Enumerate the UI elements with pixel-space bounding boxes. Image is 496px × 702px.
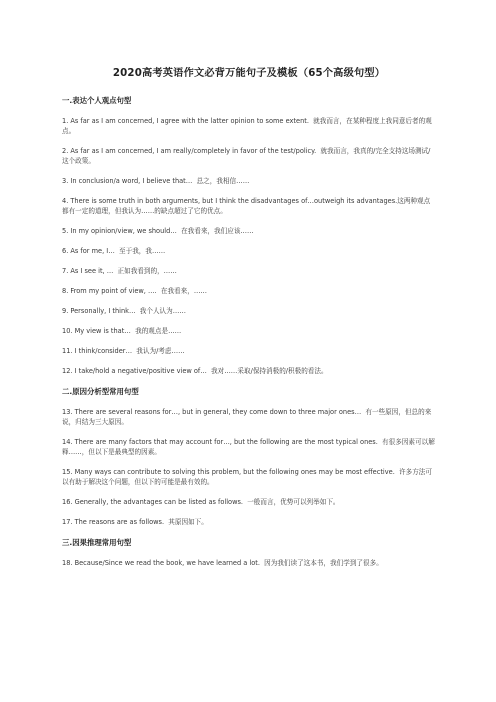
sentence-chinese: 就我而言，我真的/完全支持这场测试/这个政策。 <box>62 147 431 165</box>
sentence-english: 13. There are several reasons for…, but in general, they come down to three major ones… <box>62 408 362 416</box>
sentence-item <box>62 246 436 256</box>
sentence-chinese: 许多方法可以有助于解决这个问题，但以下的可能是最有效的。 <box>62 468 432 486</box>
sentence-item <box>62 497 436 507</box>
sentence-chinese: 有一些原因，但总的来说，归结为三大原因。 <box>62 408 432 426</box>
sentence-chinese: 我认为/考虑…… <box>136 347 185 355</box>
document-title: 2020高考英语作文必背万能句子及模板（65个高级句型） <box>112 68 386 79</box>
sentence-english: 14. There are many factors that may account for…, but the following are the most typical ones. <box>62 438 378 446</box>
sentence-english: 6. As for me, I… <box>62 247 115 255</box>
sentence-chinese: 我对……采取/保持消极的/积极的看法。 <box>211 367 328 375</box>
sentence-english: 4. There is some truth in both arguments, but I think the disadvantages of…outweigh its advantages. <box>62 197 398 205</box>
sentence-item <box>62 176 436 186</box>
sentence-chinese: 这两种观点都有一定的道理，但我认为……的缺点超过了它的优点。 <box>62 197 431 215</box>
sentence-item <box>62 196 436 216</box>
sentence-english: 11. I think/consider… <box>62 347 133 355</box>
sentence-item <box>62 306 436 316</box>
sentence-item <box>62 558 436 568</box>
sentence-english: 9. Personally, I think… <box>62 307 136 315</box>
sentence-chinese: 正如我看到的，…… <box>117 267 177 275</box>
sentence-english: 2. As far as I am concerned, I am really/completely in favor of the test/policy. <box>62 147 317 155</box>
sentence-english: 15. Many ways can contribute to solving this problem, but the following ones may be most effective. <box>62 468 395 476</box>
sentence-item <box>62 286 436 296</box>
sentence-chinese: 在我看来，…… <box>160 287 208 295</box>
sentence-english: 8. From my point of view, …. <box>62 287 157 295</box>
sentence-english: 17. The reasons are as follows. <box>62 518 165 526</box>
sentence-english: 12. I take/hold a negative/positive view of… <box>62 367 207 375</box>
section-heading: 三.因果推理常用句型 <box>62 538 132 547</box>
sentence-item <box>62 517 436 527</box>
sentence-chinese: 因为我们读了这本书，我们学到了很多。 <box>264 559 383 567</box>
sentence-english: 7. As I see it, … <box>62 267 114 275</box>
sentence-item <box>62 146 436 166</box>
section-heading: 二.原因分析型常用句型 <box>62 387 139 396</box>
sentence-item <box>62 266 436 276</box>
sentence-chinese: 总之，我相信…… <box>196 177 250 185</box>
section-heading: 一.表达个人观点句型 <box>62 96 132 105</box>
sentence-item <box>62 226 436 236</box>
sentence-english: 5. In my opinion/view, we should… <box>62 227 177 235</box>
sentence-english: 3. In conclusion/a word, I believe that… <box>62 177 193 185</box>
sentence-english: 10. My view is that… <box>62 327 131 335</box>
sentence-item <box>62 366 436 376</box>
sentence-chinese: 我的观点是…… <box>135 327 182 335</box>
sentence-item <box>62 467 436 487</box>
sentence-item <box>62 346 436 356</box>
sentence-item <box>62 116 436 136</box>
sentence-english: 1. As far as I am concerned, I agree with the latter opinion to some extent. <box>62 117 309 125</box>
sentence-chinese: 至于我，我…… <box>119 247 166 255</box>
sentence-chinese: 其原因如下。 <box>168 518 208 526</box>
sentence-english: 16. Generally, the advantages can be listed as follows. <box>62 498 244 506</box>
section-personal-opinion <box>62 95 436 376</box>
sentence-chinese: 在我看来，我们应该…… <box>181 227 254 235</box>
sentence-chinese: 就我而言，在某种程度上我同意后者的观点。 <box>62 117 432 135</box>
sentence-item <box>62 326 436 336</box>
sentence-chinese: 有很多因素可以解释……，但以下是最典型的因素。 <box>62 438 435 456</box>
sentence-chinese: 我个人认为…… <box>139 307 186 315</box>
document-page <box>62 64 436 578</box>
sentence-item <box>62 437 436 457</box>
section-cause-effect <box>62 537 436 568</box>
section-cause-analysis <box>62 386 436 527</box>
sentence-chinese: 一般而言，优势可以列举如下。 <box>247 498 340 506</box>
sentence-item <box>62 407 436 427</box>
sentence-english: 18. Because/Since we read the book, we have learned a lot. <box>62 559 260 567</box>
